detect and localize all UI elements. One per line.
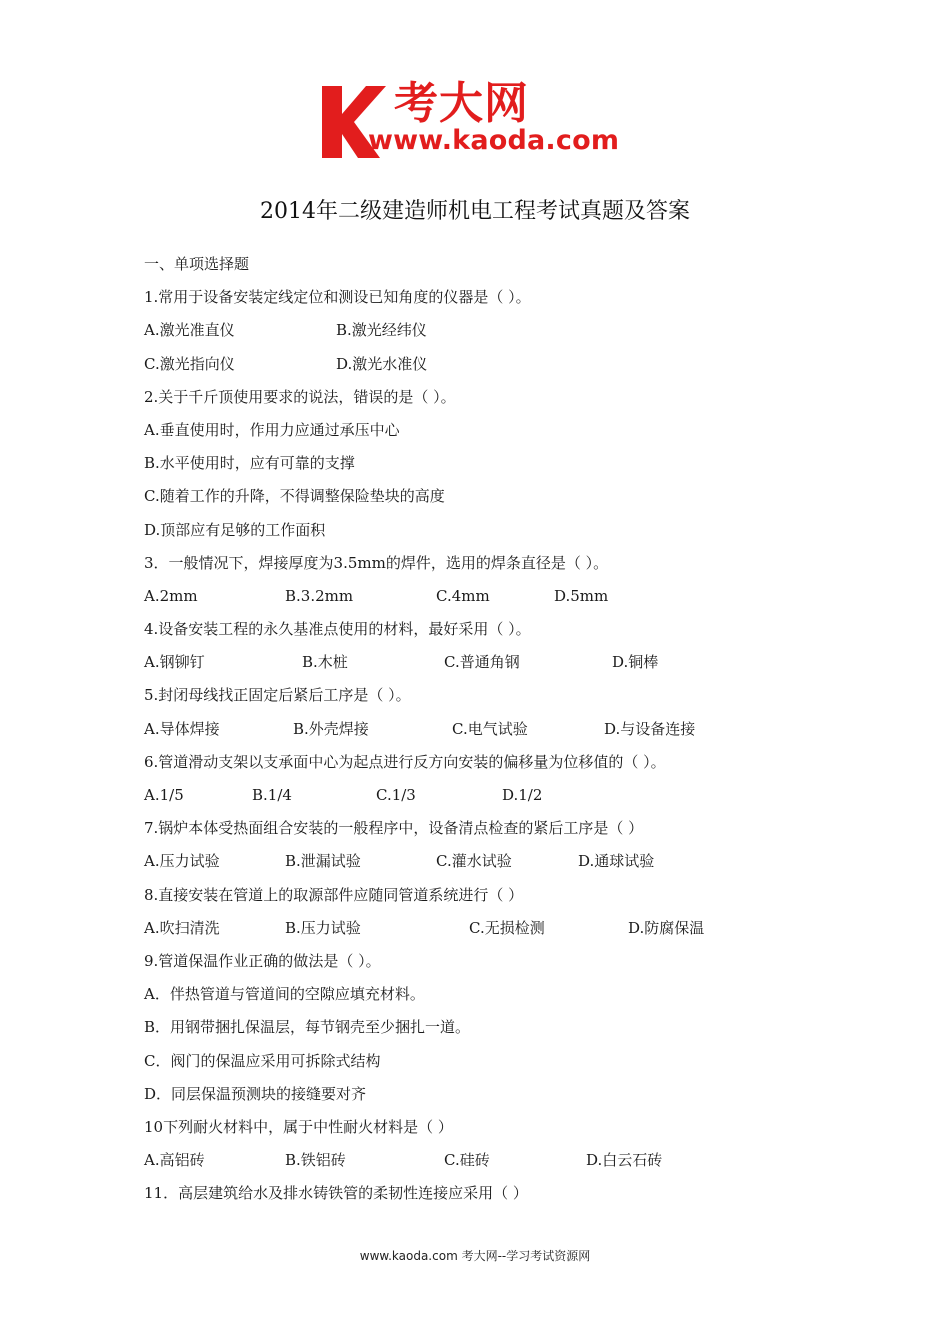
answer-option: D．同层保温预测块的接缝要对齐	[144, 1084, 367, 1103]
answer-option: C.无损检测	[469, 918, 545, 937]
answer-option: D.白云石砖	[586, 1151, 663, 1170]
answer-option: C.电气试验	[452, 719, 528, 738]
question-stem: 7.锅炉本体受热面组合安装的一般程序中，设备清点检查的紧后工序是（ ）	[144, 819, 644, 838]
answer-option: C.1/3	[376, 786, 416, 804]
options-row	[144, 580, 864, 613]
answer-option: C.普通角钢	[444, 653, 520, 672]
logo-chinese-text: 考大网	[394, 78, 529, 129]
answer-option: B.1/4	[252, 786, 292, 804]
answer-option: D.铜棒	[612, 653, 659, 672]
answer-option: D.顶部应有足够的工作面积	[144, 520, 326, 539]
answer-option: B.水平使用时，应有可靠的支撑	[144, 454, 355, 473]
question-stem: 2.关于千斤顶使用要求的说法，错误的是（ ）。	[144, 387, 456, 406]
options-row	[144, 1144, 864, 1177]
question-stem: 6.管道滑动支架以支承面中心为起点进行反方向安装的偏移量为位移值的（ ）。	[144, 752, 666, 771]
question-stem: 1.常用于设备安装定线定位和测设已知角度的仪器是（ ）。	[144, 288, 531, 307]
options-row	[144, 348, 864, 381]
section-heading: 一、单项选择题	[144, 255, 250, 273]
answer-option: D.防腐保温	[628, 918, 705, 937]
options-row	[144, 713, 864, 746]
answer-option: A.1/5	[144, 786, 184, 804]
answer-option: D.激光水准仪	[336, 354, 428, 373]
answer-option: C．阀门的保温应采用可拆除式结构	[144, 1051, 381, 1070]
answer-option: B.压力试验	[285, 918, 361, 937]
options-row	[144, 912, 864, 945]
answer-option: D.与设备连接	[604, 719, 696, 738]
answer-option: B.3.2mm	[285, 586, 354, 605]
answer-option: D.5mm	[554, 586, 609, 605]
answer-option: B.木桩	[302, 653, 348, 672]
question-stem: 8.直接安装在管道上的取源部件应随同管道系统进行（ ）	[144, 885, 524, 904]
answer-option: B.外壳焊接	[293, 719, 369, 738]
document-title: 2014年二级建造师机电工程考试真题及答案	[260, 199, 690, 224]
answer-option: A.钢铆钉	[144, 653, 205, 672]
logo-url-text: www.kaoda.com	[368, 125, 620, 156]
answer-option: A.2mm	[144, 586, 198, 605]
answer-option: C.随着工作的升降，不得调整保险垫块的高度	[144, 487, 445, 506]
answer-option: B.激光经纬仪	[336, 321, 427, 340]
document-body	[144, 248, 864, 1210]
kaoda-logo	[318, 78, 640, 160]
answer-option: C.硅砖	[444, 1151, 490, 1170]
question-stem: 4.设备安装工程的永久基准点使用的材料，最好采用（ ）。	[144, 620, 531, 639]
answer-option: C.灌水试验	[436, 852, 512, 871]
answer-option: A.激光准直仪	[144, 321, 235, 340]
answer-option: B.泄漏试验	[285, 852, 361, 871]
options-row	[144, 779, 864, 812]
question-list	[144, 281, 864, 1210]
question-stem: 9.管道保温作业正确的做法是（ ）。	[144, 951, 381, 970]
answer-option: C.激光指向仪	[144, 354, 235, 373]
question-stem: 5.封闭母线找正固定后紧后工序是（ ）。	[144, 686, 411, 705]
answer-option: B.铁铝砖	[285, 1151, 346, 1170]
answer-option: B．用钢带捆扎保温层，每节钢壳至少捆扎一道。	[144, 1018, 471, 1037]
answer-option: D.通球试验	[578, 852, 655, 871]
question-stem: 10下列耐火材料中，属于中性耐火材料是（ ）	[144, 1117, 453, 1136]
answer-option: A.垂直使用时，作用力应通过承压中心	[144, 420, 400, 439]
answer-option: A.导体焊接	[144, 719, 220, 738]
answer-option: D.1/2	[502, 786, 543, 804]
options-row	[144, 314, 864, 347]
answer-option: A.压力试验	[144, 852, 220, 871]
answer-option: A．伴热管道与管道间的空隙应填充材料。	[144, 985, 425, 1004]
answer-option: A.吹扫清洗	[144, 918, 220, 937]
options-row	[144, 845, 864, 878]
options-row	[144, 646, 864, 679]
question-stem: 11．高层建筑给水及排水铸铁管的柔韧性连接应采用（ ）	[144, 1184, 528, 1203]
answer-option: C.4mm	[436, 586, 490, 605]
answer-option: A.高铝砖	[144, 1151, 205, 1170]
page-footer: www.kaoda.com 考大网--学习考试资源网	[359, 1249, 591, 1263]
question-stem: 3．一般情况下，焊接厚度为3.5mm的焊件，选用的焊条直径是（ ）。	[144, 553, 609, 572]
